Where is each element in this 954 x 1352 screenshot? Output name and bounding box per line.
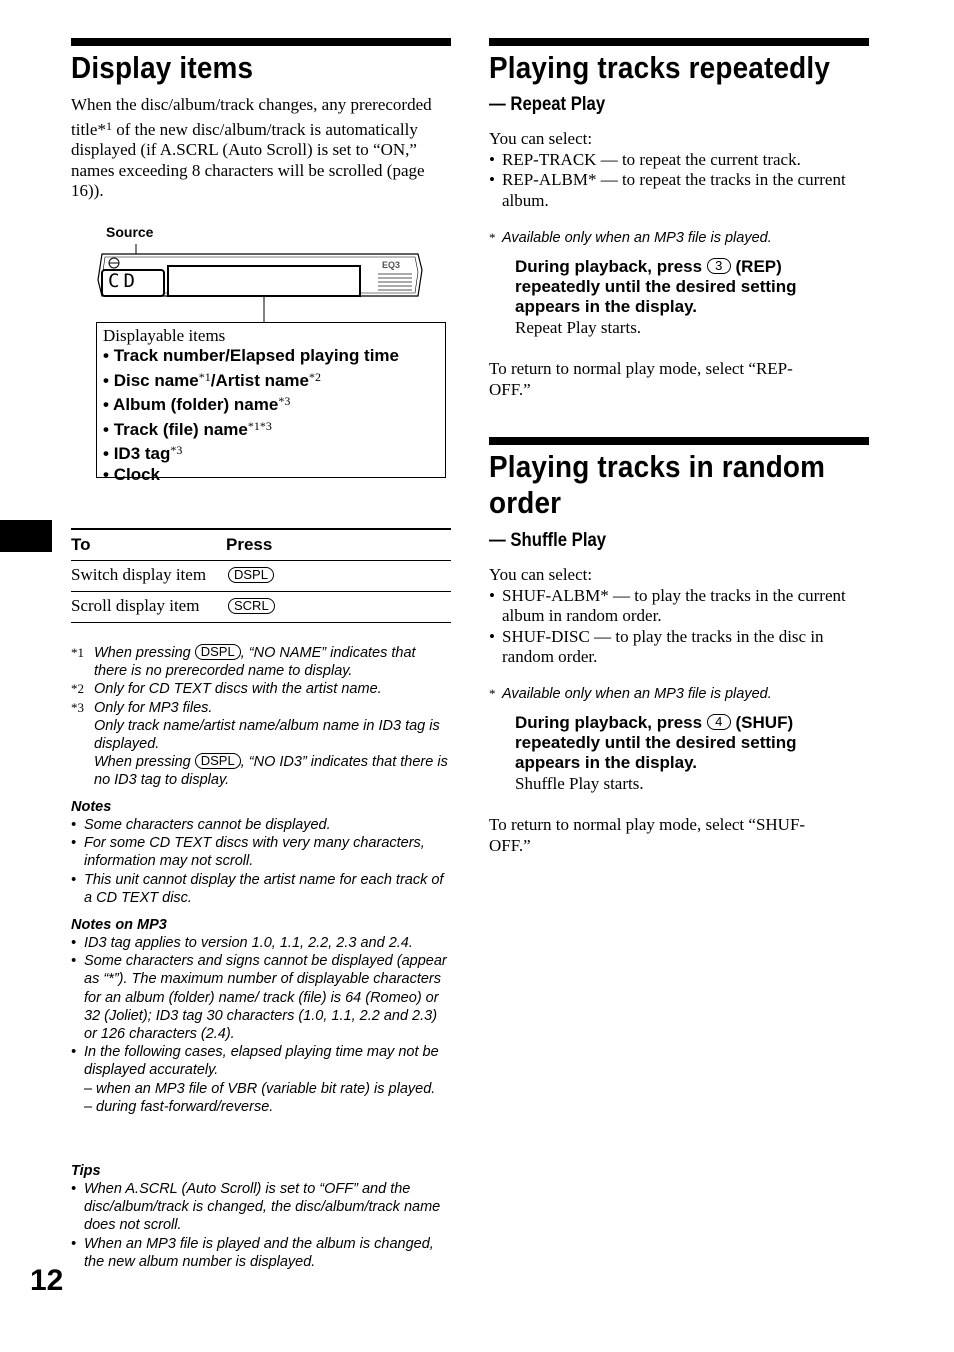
display-segment-text: CD (108, 270, 139, 292)
displayable-item: • Album (folder) name$^{*3}$ (103, 394, 291, 414)
shuffle-starts: Shuffle Play starts. (515, 774, 644, 793)
table-row: Scroll display item SCRL (71, 592, 451, 623)
notes-heading: Notes (71, 799, 112, 815)
mp3-notes-heading: Notes on MP3 (71, 917, 167, 933)
repeat-options: You can select: • REP-TRACK — to repeat the current track. • REP-ALBM* — to repeat the tracks in the current album. (489, 129, 869, 211)
list-item: • For some CD TEXT discs with very many characters, information may not scroll. (71, 834, 451, 870)
list-item: • Some characters cannot be displayed. (71, 816, 451, 834)
list-item: • Some characters and signs cannot be displayed (appear as “*”). The maximum number of displayable characters for an album (folder) name/ track (file) is 64 (Romeo) or 32 (Joliet); ID3 tag 30 characters (1.0, 1.1, 2.2 and 2.3) or 126 characters (2.4). (71, 952, 451, 1043)
tips-block (71, 1162, 451, 1271)
dspl-button[interactable]: DSPL (228, 567, 274, 583)
sub-list-item: – during fast-forward/reverse. (71, 1098, 451, 1116)
displayable-items-heading: Displayable items (103, 326, 226, 345)
dspl-key: DSPL (195, 644, 241, 660)
tips-heading: Tips (71, 1163, 101, 1179)
footnotes (71, 644, 451, 790)
display-diagram (96, 222, 448, 482)
intro-paragraph: When the disc/album/track changes, any prerecorded title*$^1$ of the new disc/album/track is automatically displayed (if A.SCRL (Auto Scroll) is set to “ON,” names exceeding 8 characters will be scrolled (page 16)). (71, 95, 432, 200)
mp3-notes-block (71, 916, 451, 1116)
displayable-items-box (96, 322, 446, 484)
display-panel (96, 240, 426, 330)
key-4-button[interactable]: 4 (707, 714, 731, 730)
repeat-starts: Repeat Play starts. (515, 318, 642, 337)
repeat-footnote: * Available only when an MP3 file is played. (489, 230, 772, 246)
list-item: • REP-TRACK — to repeat the current track. (489, 150, 869, 171)
section-title-shuffle: Playing tracks in random order (489, 449, 826, 520)
page-number: 12 (30, 1264, 64, 1297)
col-header-to: To (71, 535, 91, 554)
section-rule (489, 38, 869, 46)
shuffle-options: You can select: • SHUF-ALBM* — to play the tracks in the current album in random order. • SHUF-DISC — to play the tracks in the disc in random order. (489, 565, 869, 668)
key-3-button[interactable]: 3 (707, 258, 731, 274)
list-item: • In the following cases, elapsed playing time may not be displayed accurately. (71, 1043, 451, 1079)
chapter-tab (0, 520, 52, 552)
footnote-3: *3 Only for MP3 files. Only track name/artist name/album name in ID3 tag is displayed. When pressing DSPL , “NO ID3” indicates that there is no ID3 tag to display. (71, 699, 448, 789)
shuffle-instruction: During playback, press 4 (SHUF) repeatedly until the desired setting appears in the display. (515, 713, 797, 772)
list-item: • REP-ALBM* — to repeat the tracks in the current album. (489, 170, 869, 211)
repeat-return: To return to normal play mode, select “REP-OFF.” (489, 359, 793, 399)
table-row: Switch display item DSPL (71, 561, 451, 592)
subtitle-repeat: — Repeat Play (489, 94, 606, 115)
displayable-item: • Track number/Elapsed playing time (103, 346, 400, 365)
section-title-repeat: Playing tracks repeatedly (489, 50, 831, 85)
sub-list-item: – when an MP3 file of VBR (variable bit rate) is played. (71, 1080, 451, 1098)
list-item: • This unit cannot display the artist name for each track of a CD TEXT disc. (71, 871, 451, 907)
list-item: • When an MP3 file is played and the album is changed, the new album number is displayed. (71, 1235, 451, 1271)
displayable-item: • Disc name$^{*1}$/Artist name$^{*2}$ (103, 369, 321, 390)
list-item: • SHUF-DISC — to play the tracks in the disc in random order. (489, 627, 869, 668)
displayable-item: • Track (file) name$^{*1*3}$ (103, 418, 272, 439)
notes-block (71, 798, 451, 907)
scrl-button[interactable]: SCRL (228, 598, 275, 614)
col-header-press: Press (226, 535, 273, 554)
section-title-display-items: Display items (71, 50, 254, 85)
list-item: • ID3 tag applies to version 1.0, 1.1, 2.2, 2.3 and 2.4. (71, 934, 451, 952)
shuffle-footnote: * Available only when an MP3 file is played. (489, 686, 772, 702)
section-rule (489, 437, 869, 445)
dspl-key: DSPL (195, 753, 241, 769)
repeat-instruction: During playback, press 3 (REP) repeatedly until the desired setting appears in the display. (515, 257, 797, 316)
eq-label: EQ3 (382, 260, 401, 270)
displayable-item: • ID3 tag$^{*3}$ (103, 443, 183, 463)
list-item: • SHUF-ALBM* — to play the tracks in the current album in random order. (489, 586, 869, 627)
source-label: Source (106, 224, 154, 240)
displayable-item: • Clock (103, 464, 160, 484)
shuffle-return: To return to normal play mode, select “SHUF-OFF.” (489, 815, 806, 855)
subtitle-shuffle: — Shuffle Play (489, 530, 607, 551)
list-item: • When A.SCRL (Auto Scroll) is set to “OFF” and the disc/album/track is changed, the disc/album/track name does not scroll. (71, 1180, 451, 1235)
section-rule (71, 38, 451, 46)
footnote-1: *1 When pressing DSPL , “NO NAME” indicates that there is no prerecorded name to display. (71, 644, 416, 680)
footnote-2: *2 Only for CD TEXT discs with the artist name. (71, 681, 382, 698)
key-table (71, 528, 451, 623)
displayable-items-list (103, 346, 399, 485)
